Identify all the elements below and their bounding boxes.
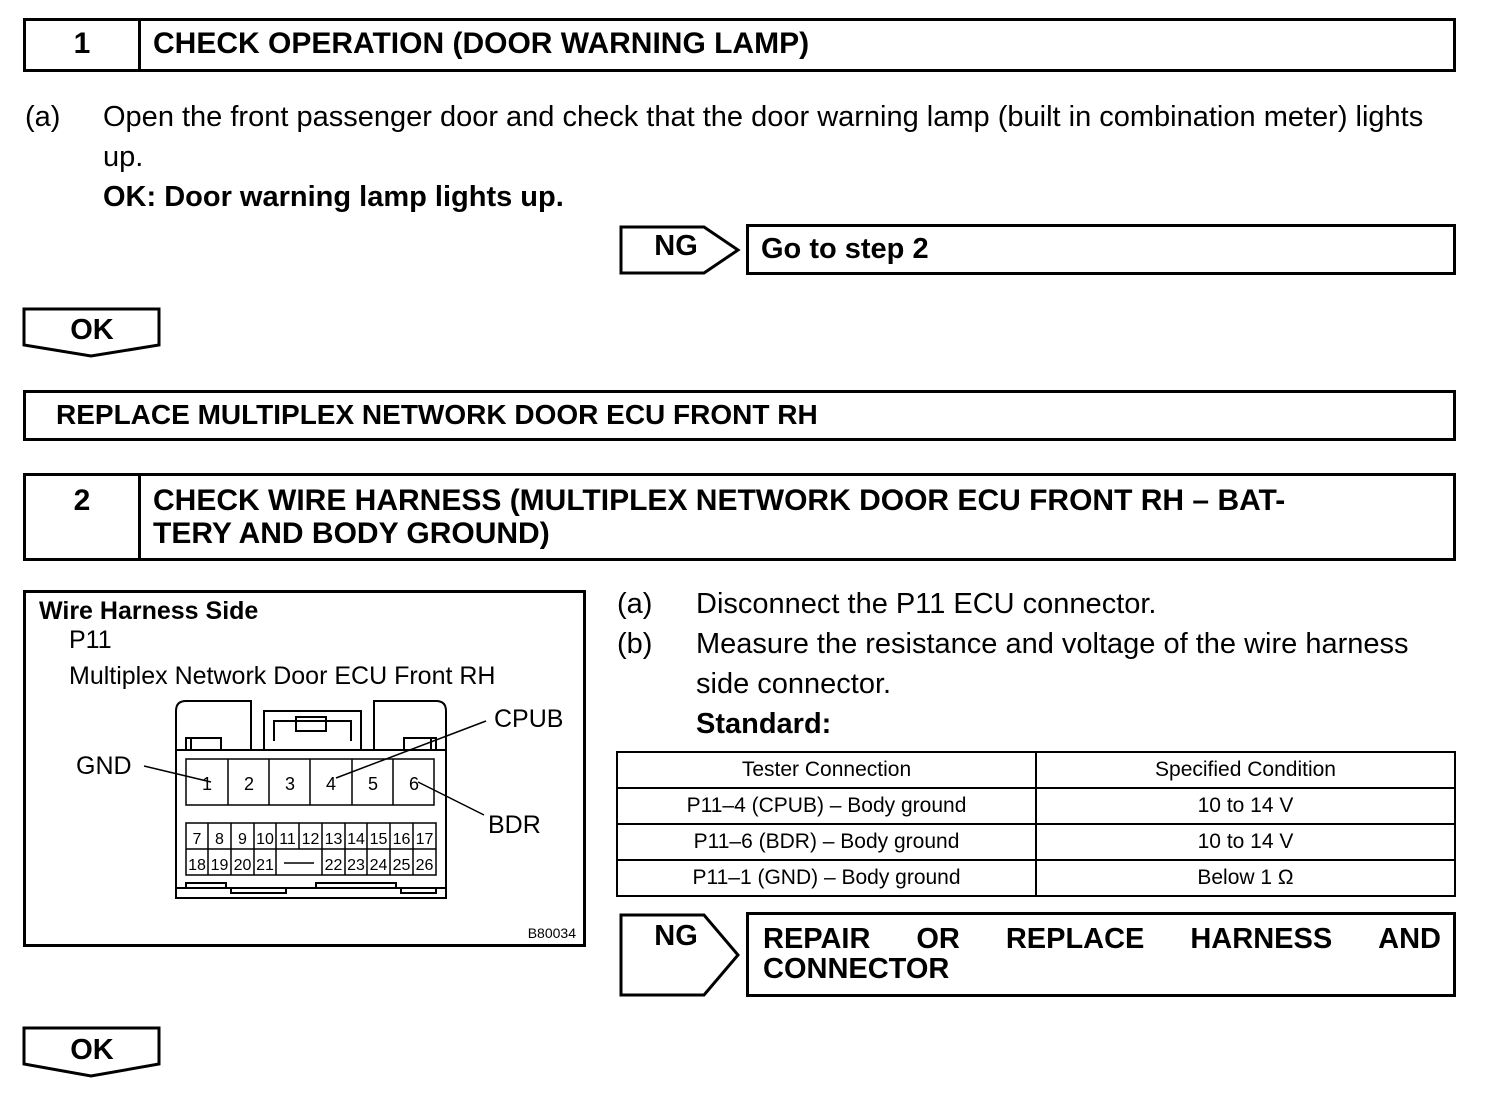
pin-18: 18 <box>188 857 206 874</box>
ng-word: AND <box>1378 923 1441 955</box>
pin-4: 4 <box>325 774 337 794</box>
table-row <box>617 824 1455 860</box>
standard-label: Standard: <box>696 708 832 740</box>
step1-ng-action: Go to step 2 <box>761 233 929 265</box>
step2-b-text <box>696 624 1466 744</box>
step2-ng-action-line1 <box>763 924 1441 954</box>
pin-2: 2 <box>243 774 255 794</box>
standard-table <box>616 751 1456 897</box>
pin-17: 17 <box>415 831 434 848</box>
step2-b-line2: side connector. <box>696 668 892 700</box>
pin-12: 12 <box>301 831 320 848</box>
figure-code: B80034 <box>527 925 576 941</box>
pin-19: 19 <box>210 857 229 874</box>
figure-heading: Wire Harness Side <box>39 597 259 625</box>
pin-3: 3 <box>284 774 296 794</box>
step1-a-text <box>103 97 1463 217</box>
top-pin-row <box>186 759 434 805</box>
connector-drawing <box>26 593 583 944</box>
step1-ng-label: NG <box>654 230 698 262</box>
figure-connector-id: P11 <box>69 626 112 654</box>
step1-ok-result: OK: Door warning lamp lights up. <box>103 181 564 213</box>
ng-word: HARNESS <box>1190 923 1333 955</box>
label-gnd: GND <box>76 752 132 780</box>
pin-21: 21 <box>256 857 274 874</box>
step1-title: CHECK OPERATION (DOOR WARNING LAMP) <box>153 27 810 60</box>
step2-a-text: Disconnect the P11 ECU connector. <box>696 588 1157 620</box>
pin-5: 5 <box>367 774 379 794</box>
table-cell-connection: P11–1 (GND) – Body ground <box>617 860 1036 896</box>
ng-word: OR <box>916 923 960 955</box>
step2-ng-action-box <box>746 912 1456 997</box>
pin-11: 11 <box>279 831 296 848</box>
ng-word: REPAIR <box>763 923 871 955</box>
step1-ng-action-box <box>746 224 1456 275</box>
table-cell-condition: 10 to 14 V <box>1036 788 1455 824</box>
pin-22: 22 <box>324 857 343 874</box>
pin-15: 15 <box>369 831 388 848</box>
table-cell-condition: 10 to 14 V <box>1036 824 1455 860</box>
table-cell-connection: P11–6 (BDR) – Body ground <box>617 824 1036 860</box>
table-header-row <box>617 752 1455 788</box>
pin-23: 23 <box>347 857 365 874</box>
step2-ng-action <box>749 915 1453 984</box>
step1-number: 1 <box>26 21 141 69</box>
ng-word: REPLACE <box>1005 923 1145 955</box>
pin-8: 8 <box>215 831 224 848</box>
step1-a-line2: up. <box>103 141 144 173</box>
pin-20: 20 <box>233 857 252 874</box>
pin-13: 13 <box>324 831 343 848</box>
pin-14: 14 <box>347 831 365 848</box>
step2-ng-label: NG <box>654 920 698 952</box>
table-cell-condition: Below 1 Ω <box>1036 860 1455 896</box>
pin-10: 10 <box>256 831 274 848</box>
table-header-condition: Specified Condition <box>1036 752 1455 788</box>
step2-a-marker: (a) <box>617 588 653 620</box>
table-row <box>617 860 1455 896</box>
pin-26: 26 <box>415 857 434 874</box>
step2-number: 2 <box>26 476 141 558</box>
pin-1: 1 <box>201 774 213 794</box>
pin-16: 16 <box>392 831 411 848</box>
step2-b-marker: (b) <box>617 628 653 660</box>
pin-24: 24 <box>369 857 388 874</box>
table-cell-connection: P11–4 (CPUB) – Body ground <box>617 788 1036 824</box>
step2-title-line1: CHECK WIRE HARNESS (MULTIPLEX NETWORK DOOR ECU FRONT RH – BAT- <box>153 484 1286 517</box>
table-row <box>617 788 1455 824</box>
label-bdr: BDR <box>488 811 541 839</box>
step2-header <box>23 473 1456 561</box>
table-header-tester: Tester Connection <box>617 752 1036 788</box>
pin-7: 7 <box>192 831 202 848</box>
step2-b-line1: Measure the resistance and voltage of the wire harness <box>696 628 1409 660</box>
step1-a-line1: Open the front passenger door and check that the door warning lamp (built in combination meter) lights <box>103 101 1424 133</box>
step1-ok-label: OK <box>70 314 114 346</box>
label-cpub: CPUB <box>494 705 564 733</box>
connector-figure <box>23 590 586 947</box>
step1-a-marker: (a) <box>25 101 61 133</box>
replace-ecu-box <box>23 390 1456 441</box>
step2-ng-action-line2: CONNECTOR <box>763 953 950 985</box>
step1-header <box>23 18 1456 72</box>
figure-connector-name: Multiplex Network Door ECU Front RH <box>69 662 496 690</box>
replace-ecu-text: REPLACE MULTIPLEX NETWORK DOOR ECU FRONT RH <box>56 399 818 430</box>
step2-ok-label: OK <box>70 1034 114 1066</box>
pin-25: 25 <box>392 857 411 874</box>
pin-9: 9 <box>238 831 247 848</box>
step2-title-line2: TERY AND BODY GROUND) <box>153 517 550 550</box>
step2-title <box>141 476 1453 558</box>
pin-6: 6 <box>408 774 420 794</box>
